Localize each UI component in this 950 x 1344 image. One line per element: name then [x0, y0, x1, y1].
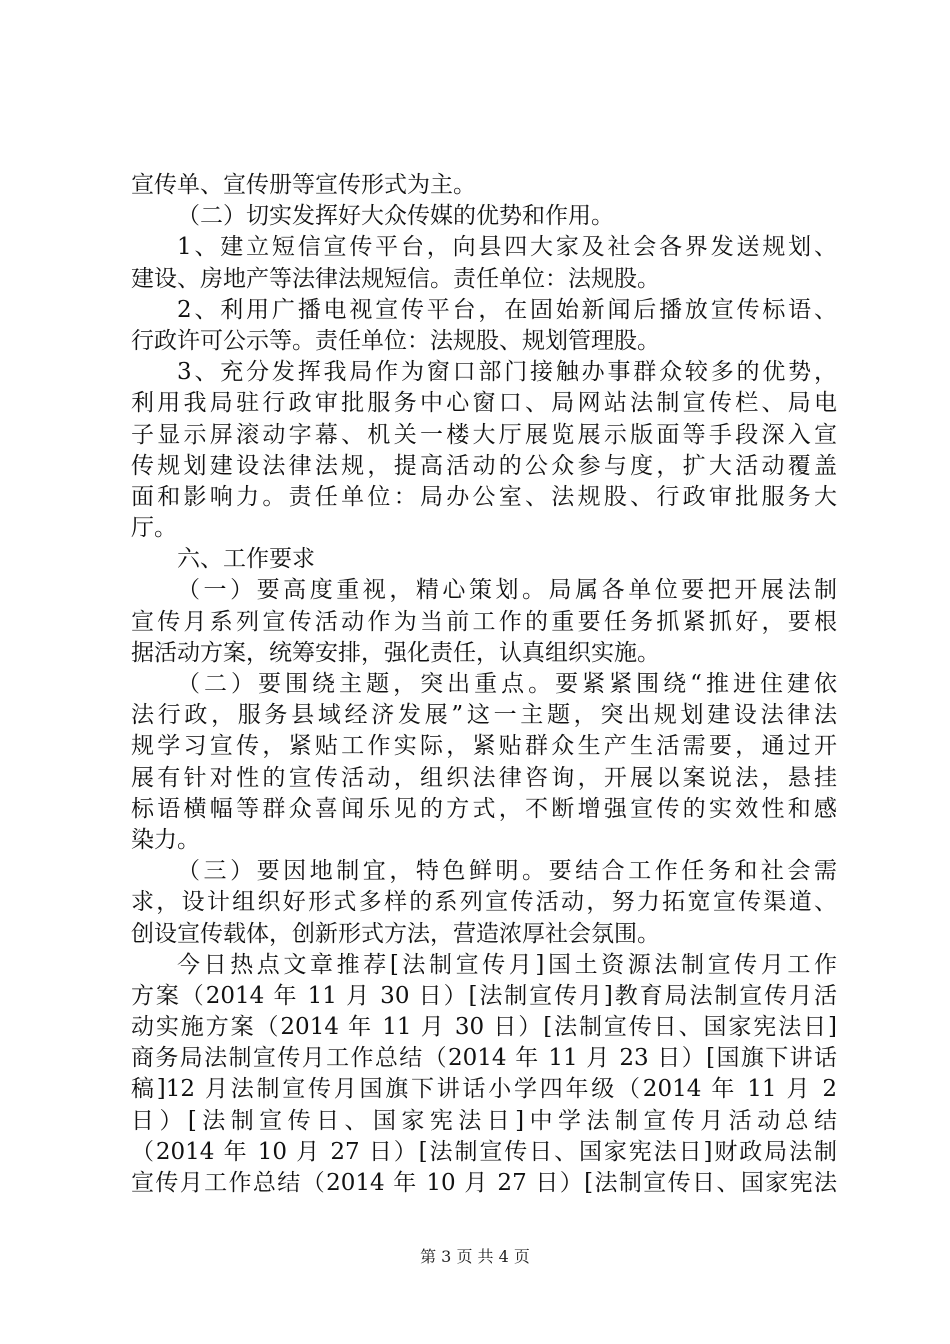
- text-line: 染力。: [131, 826, 200, 853]
- text-line: 宣传月系列宣传活动作为当前工作的重要任务抓紧抓好，要根: [131, 608, 837, 635]
- text-line: 法行政，服务县域经济发展”这一主题，突出规划建设法律法: [131, 702, 837, 729]
- text-line: 创设宣传载体，创新形式方法，营造浓厚社会氛围。: [131, 920, 660, 947]
- text-line: 方案（2014 年 11 月 30 日）[法制宣传月]教育局法制宣传月活: [131, 982, 837, 1009]
- text-line: 利用我局驻行政审批服务中心窗口、局网站法制宣传栏、局电: [131, 390, 837, 417]
- text-line: 六、工作要求: [177, 546, 315, 573]
- text-line: 规学习宣传，紧贴工作实际，紧贴群众生产生活需要，通过开: [131, 733, 837, 760]
- text-line: 行政许可公示等。责任单位：法规股、规划管理股。: [131, 327, 660, 354]
- text-line: 稿]12 月法制宣传月国旗下讲话小学四年级（2014 年 11 月 2: [131, 1076, 837, 1103]
- text-line: （一）要高度重视，精心策划。局属各单位要把开展法制: [177, 577, 837, 604]
- text-line: （三）要因地制宜，特色鲜明。要结合工作任务和社会需: [177, 858, 837, 885]
- text-line: （二）切实发挥好大众传媒的优势和作用。: [177, 203, 614, 230]
- text-line: 展有针对性的宣传活动，组织法律咨询，开展以案说法，悬挂: [131, 764, 837, 791]
- text-line: 宣传单、宣传册等宣传形式为主。: [131, 172, 476, 198]
- text-line: 商务局法制宣传月工作总结（2014 年 11 月 23 日）[国旗下讲话: [131, 1045, 837, 1072]
- page-footer: 第 3 页 共 4 页: [420, 1247, 530, 1266]
- text-line: 动实施方案（2014 年 11 月 30 日）[法制宣传日、国家宪法日]: [131, 1014, 837, 1041]
- text-line: 3、充分发挥我局作为窗口部门接触办事群众较多的优势，: [177, 359, 837, 386]
- text-line: 传规划建设法律法规，提高活动的公众参与度，扩大活动覆盖: [131, 452, 837, 479]
- text-line: 日）[法制宣传日、国家宪法日]中学法制宣传月活动总结: [131, 1107, 837, 1134]
- text-line: 厅。: [131, 515, 177, 542]
- text-line: 标语横幅等群众喜闻乐见的方式，不断增强宣传的实效性和感: [131, 795, 837, 822]
- text-line: 1、建立短信宣传平台，向县四大家及社会各界发送规划、: [177, 234, 837, 261]
- text-line: 宣传月工作总结（2014 年 10 月 27 日）[法制宣传日、国家宪法: [131, 1170, 837, 1196]
- document-body: [131, 170, 837, 1199]
- text-line: 据活动方案，统筹安排，强化责任，认真组织实施。: [131, 639, 660, 666]
- text-line: 2、利用广播电视宣传平台，在固始新闻后播放宣传标语、: [177, 296, 837, 323]
- text-line: （二）要围绕主题，突出重点。要紧紧围绕“推进住建依: [177, 671, 837, 697]
- text-line: 求，设计组织好形式多样的系列宣传活动，努力拓宽宣传渠道、: [131, 889, 837, 916]
- text-line: 建设、房地产等法律法规短信。责任单位：法规股。: [131, 265, 660, 292]
- text-line: （2014 年 10 月 27 日）[法制宣传日、国家宪法日]财政局法制: [131, 1138, 837, 1165]
- text-line: 今日热点文章推荐[法制宣传月]国土资源法制宣传月工作: [177, 951, 837, 978]
- text-line: 子显示屏滚动字幕、机关一楼大厅展览展示版面等手段深入宣: [131, 421, 837, 448]
- text-line: 面和影响力。责任单位：局办公室、法规股、行政审批服务大: [131, 483, 837, 510]
